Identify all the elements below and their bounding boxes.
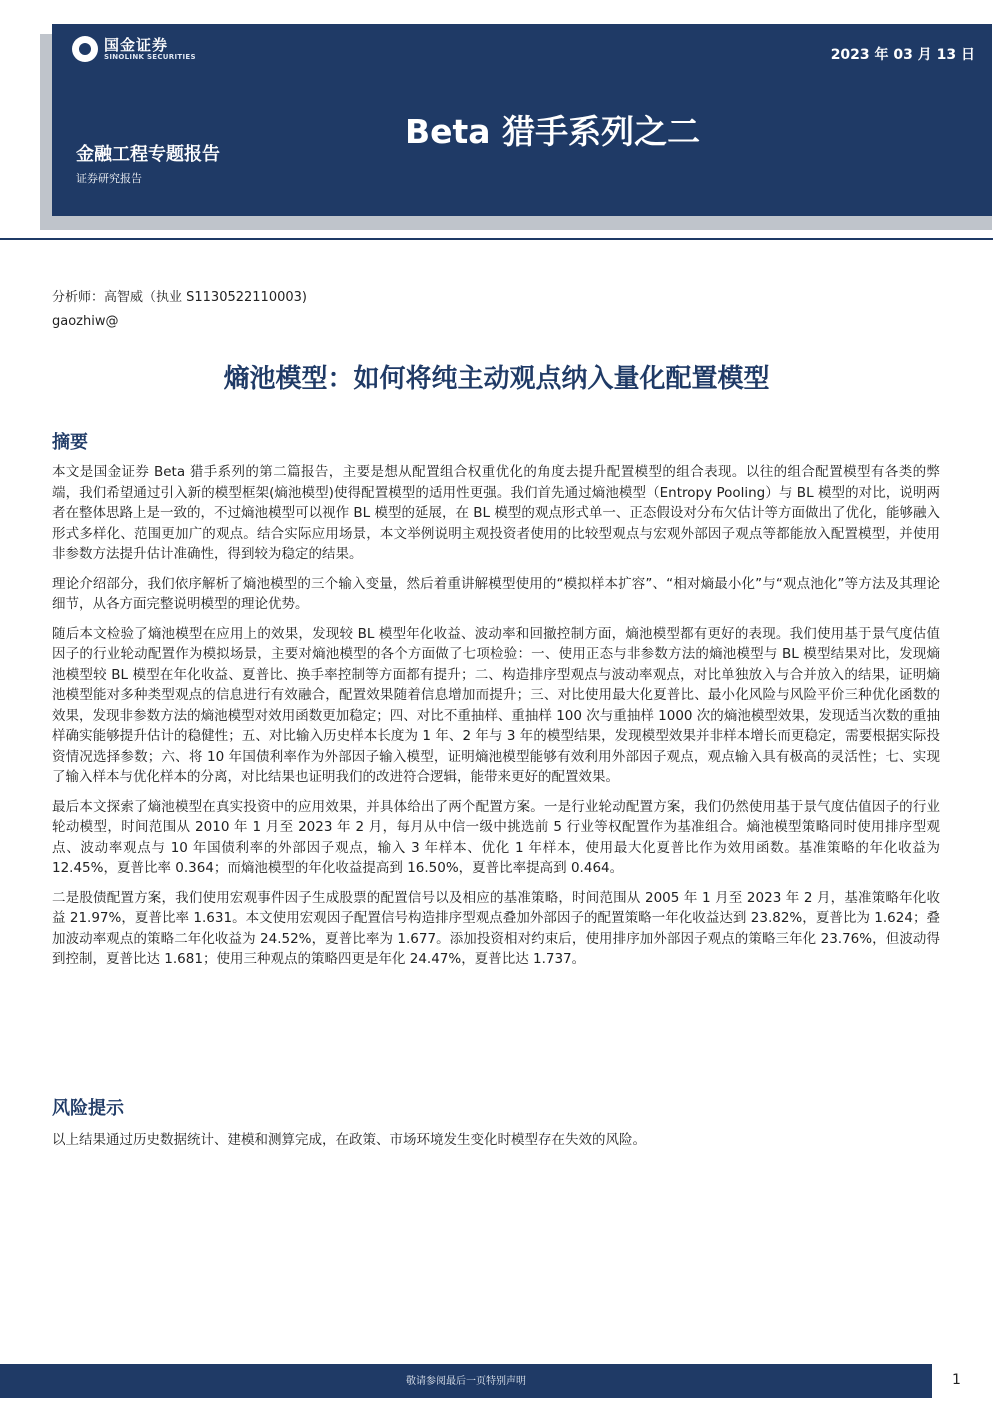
logo-mark-icon [72,36,98,62]
analyst-email: gaozhiw@ [52,314,119,329]
header-divider [0,238,993,240]
page-number: 1 [952,1372,961,1388]
footer-notice: 敬请参阅最后一页特别声明 [406,1376,526,1387]
report-type: 金融工程专题报告 [76,144,220,165]
abstract-paragraph: 随后本文检验了熵池模型在应用上的效果，发现较 BL 模型年化收益、波动率和回撤控制方面，熵池模型都有更好的表现。我们使用基于景气度估值因子的行业轮动配置作为模拟场景，主要对熵池模型的各个方面做了七项检验：一、使用正态与非参数方法的熵池模型与 BL 模型结果对比，发现熵池模型较 BL 模型在年化收益、夏普比、换手率控制等方面都有提升；二、构造排序型观点与波动率观点，对比单独放入与合并放入的结果，证明熵池模型能对多种类型观点的信息进行有效融合，配置效果随着信息增加而提升；三、对比使用最大化夏普比、最小化风险与风险平价三种优化函数的效果，发现非参数方法的熵池模型对效用函数更加稳定；四、对比不重抽样、重抽样 100 次与重抽样 1000 次的熵池模型效果，发现适当次数的重抽样确实能够提升估计的稳健性；五、对比输入历史样本长度为 1 年、2 年与 3 年的模型结果，发现模型效果并非样本增长而更稳定，需要根据实际投资情况选择参数；六、将 10 年国债利率作为外部因子输入模型，证明熵池模型能够有效利用外部因子观点，观点输入具有极高的灵活性；七、实现了输入样本与优化样本的分离，对比结果也证明我们的改进符合逻辑，能带来更好的配置效果。 [52,625,940,785]
abstract-paragraph: 二是股债配置方案，我们使用宏观事件因子生成股票的配置信号以及相应的基准策略，时间范围从 2005 年 1 月至 2023 年 2 月，基准策略年化收益 21.97%，夏普比率 1.631。本文使用宏观因子配置信号构造排序型观点叠加外部因子的配置策略一年化收益达到 23.82%，夏普比为 1.624；叠加波动率观点的策略二年化收益为 24.52%，夏普比率为 1.677。添加投资相对约束后，使用排序加外部因子观点的策略三年化 23.76%，但波动得到控制，夏普比达 1.681；使用三种观点的策略四更是年化 24.47%，夏普比达 1.737。 [52,889,940,967]
logo-text [104,37,196,61]
report-subtype: 证券研究报告 [76,172,142,185]
risk-text: 以上结果通过历史数据统计、建模和测算完成，在政策、市场环境发生变化时模型存在失效的风险。 [52,1132,646,1148]
page-title: 熵池模型：如何将纯主动观点纳入量化配置模型 [223,364,770,394]
logo-cn: 国金证券 [104,36,169,54]
abstract-heading: 摘要 [52,432,88,453]
company-logo [72,36,196,62]
analyst-line: 分析师：高智威（执业 S1130522110003) [52,290,307,305]
risk-heading: 风险提示 [52,1098,124,1119]
series-title: Beta 猎手系列之二 [405,112,701,151]
logo-en: SINOLINK SECURITIES [104,53,196,61]
abstract-body [52,462,940,979]
report-date: 2023 年 03 月 13 日 [830,47,975,63]
abstract-paragraph: 最后本文探索了熵池模型在真实投资中的应用效果，并具体给出了两个配置方案。一是行业轮动配置方案，我们仍然使用基于景气度估值因子的行业轮动模型，时间范围从 2010 年 1 月至 2023 年 2 月，每月从中信一级中挑选前 5 行业等权配置作为基准组合。熵池模型策略同时使用排序型观点、波动率观点与 10 年国债利率的外部因子观点，输入 3 年样本、优化 1 年样本，使用最大化夏普比作为效用函数。基准策略的年化收益为 12.45%，夏普比率 0.364；而熵池模型的年化收益提高到 16.50%，夏普比率提高到 0.464。 [52,798,940,876]
abstract-paragraph: 本文是国金证券 Beta 猎手系列的第二篇报告，主要是想从配置组合权重优化的角度去提升配置模型的组合表现。以往的组合配置模型有各类的弊端，我们希望通过引入新的模型框架(熵池模型)使得配置模型的适用性更强。我们首先通过熵池模型（Entropy Pooling）与 BL 模型的对比，说明两者在整体思路上是一致的，不过熵池模型可以视作 BL 模型的延展，在 BL 模型的观点形式单一、正态假设对分布欠估计等方面做出了优化，能够融入形式多样化、范围更加广的观点。结合实际应用场景，本文举例说明主观投资者使用的比较型观点与宏观外部因子观点等都能放入配置模型，并使用非参数方法提升估计准确性，得到较为稳定的结果。 [52,464,940,562]
abstract-paragraph: 理论介绍部分，我们依序解析了熵池模型的三个输入变量，然后着重讲解模型使用的“模拟样本扩容”、“相对熵最小化”与“观点池化”等方法及其理论细节，从各方面完整说明模型的理论优势。 [52,575,940,612]
